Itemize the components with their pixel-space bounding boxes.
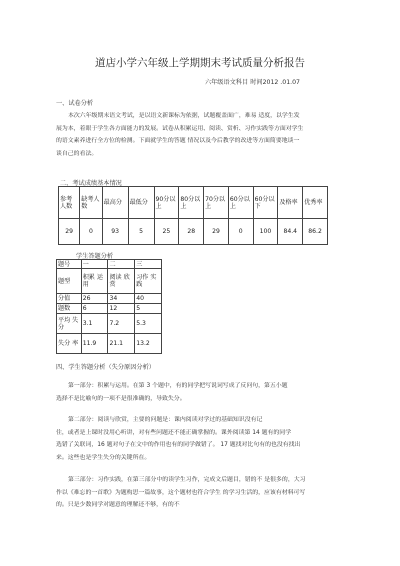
table-cell: 11.9 [81, 334, 108, 354]
paragraph-line: 展为本，着眼于学生各方面能力的发展。试卷从积累运用、阅读、赏析、习作实践等方面对学生 [56, 125, 304, 132]
table-row [59, 219, 328, 245]
table-cell: 12 [108, 304, 135, 314]
table-header-cell: 一 [81, 260, 108, 269]
table-header-cell: 缺考人数 [80, 187, 102, 219]
table-header-cell: 70分以上 [204, 187, 229, 219]
table-cell: 28 [179, 219, 204, 245]
paragraph-line: 第三部分：习作实践，在第三部分中的读学生习作，完成文后题目，错的不 是很多的，大习 [68, 477, 306, 483]
table-row [57, 334, 162, 354]
table-header-cell: 二 [108, 260, 135, 269]
table-cell: 7.2 [108, 314, 135, 334]
paragraph-line: 本次六年级期末语文考试，是以语文新课标为依据，试题覆盖面广，难易 适度，以学生发 [68, 113, 300, 119]
paragraph-line: 作以《难忘的一首歌》为题构思一篇故事，这个题材也符合学生 的学习生活的，应该有材料可写 [56, 489, 306, 496]
section-heading-answer-analysis: 四、学生答题分析（失分原因分析） [56, 364, 155, 371]
table-cell: 题数 [57, 304, 82, 314]
table-row [57, 294, 162, 304]
table-cell: 29 [59, 219, 80, 245]
paragraph-line: 住，或者是上课时没用心听讲，对有些问题还不能正确掌握的。课外阅读第 14 题有的同学 [56, 429, 292, 436]
paragraph-line: 选择不是比喻句的一项不是很准确的，导致失分。 [56, 395, 186, 402]
subject-analysis-table [56, 259, 162, 354]
table-cell: 21.1 [108, 334, 135, 354]
table-cell: 84.4 [278, 219, 303, 245]
table-header-cell: 80分以上 [179, 187, 204, 219]
table-cell: 93 [102, 219, 128, 245]
table-cell: 题型 [57, 269, 82, 294]
table-header-cell: 最低分 [128, 187, 154, 219]
analysis-paragraph-part3 [56, 474, 343, 512]
section-heading-score-summary: 二、考试成绩基本情况 [60, 180, 122, 187]
table-cell: 分值 [57, 294, 82, 304]
table-header-cell: 60分以上 [228, 187, 253, 219]
table-cell: 阅读 欣赏 [108, 269, 135, 294]
table-cell: 失分 率 [57, 334, 82, 354]
table-cell: 29 [204, 219, 229, 245]
paragraph-line: 谈自己的看法。 [56, 150, 98, 157]
table-header-cell: 60分以下 [253, 187, 278, 219]
table-cell: 6 [81, 304, 108, 314]
table-row [57, 269, 162, 294]
table-header-row [59, 187, 328, 219]
table-header-cell: 及格率 [278, 187, 303, 219]
table-cell: 平均 失分 [57, 314, 82, 334]
paragraph-line: 选错了关联词，16 题对句子在文中的作用也有的同学做错了。 17 题找对比句有的也没有找出 [56, 442, 301, 448]
document-subtitle: 六年级语文科目 时间2012 .01.07 [204, 79, 300, 86]
paragraph-line: 的语文素养进行全方位的检测。下面就学生的答题 情况以及今后教学的改进等方面简要地谈一 [56, 138, 300, 144]
table-cell: 3.1 [81, 314, 108, 334]
score-summary-table [58, 186, 328, 245]
table-header-cell: 参考人数 [59, 187, 80, 219]
table-cell: 34 [108, 294, 135, 304]
table-cell: 0 [228, 219, 253, 245]
table-cell: 86.2 [303, 219, 328, 245]
paragraph-line: 第一部分：积累与运用。在第 3 个题中，有的同学把写说词写成了反问句，第五小题 [68, 383, 288, 389]
analysis-paragraph-part2 [56, 414, 343, 464]
table-row [57, 304, 162, 314]
subject-table-caption: 学生答题分析 [76, 253, 114, 260]
table-header-cell: 三 [135, 260, 162, 269]
document-title: 道店小学六年级上学期期末考试质量分析报告 [95, 57, 305, 69]
table-header-cell: 最高分 [102, 187, 128, 219]
table-cell: 26 [81, 294, 108, 304]
table-row [57, 314, 162, 334]
table-header-cell: 优秀率 [303, 187, 328, 219]
section-heading-exam-analysis: 一、试卷分析 [56, 100, 94, 107]
analysis-paragraph-part1 [56, 380, 343, 405]
table-header-row [57, 260, 162, 269]
paragraph-line: 的。只是少数同学对题意的理解还不够，有的不 [56, 502, 180, 508]
exam-analysis-paragraph [56, 110, 343, 160]
paragraph-line: 来。这些也是学生失分的关键所在。 [56, 454, 151, 461]
table-cell: 5.3 [135, 314, 162, 334]
paragraph-line: 第二部分：阅读与欣赏，主要的问题是：课内阅读对学过的基础知识没有记 [68, 417, 263, 423]
table-cell: 13.2 [135, 334, 162, 354]
table-header-cell: 90分以上 [154, 187, 179, 219]
table-header-cell: 题号 [57, 260, 82, 269]
table-cell: 5 [128, 219, 154, 245]
table-cell: 100 [253, 219, 278, 245]
table-cell: 40 [135, 294, 162, 304]
table-cell: 积累 运用 [81, 269, 108, 294]
table-cell: 5 [135, 304, 162, 314]
table-cell: 0 [80, 219, 102, 245]
table-cell: 25 [154, 219, 179, 245]
table-cell: 习作 实践 [135, 269, 162, 294]
